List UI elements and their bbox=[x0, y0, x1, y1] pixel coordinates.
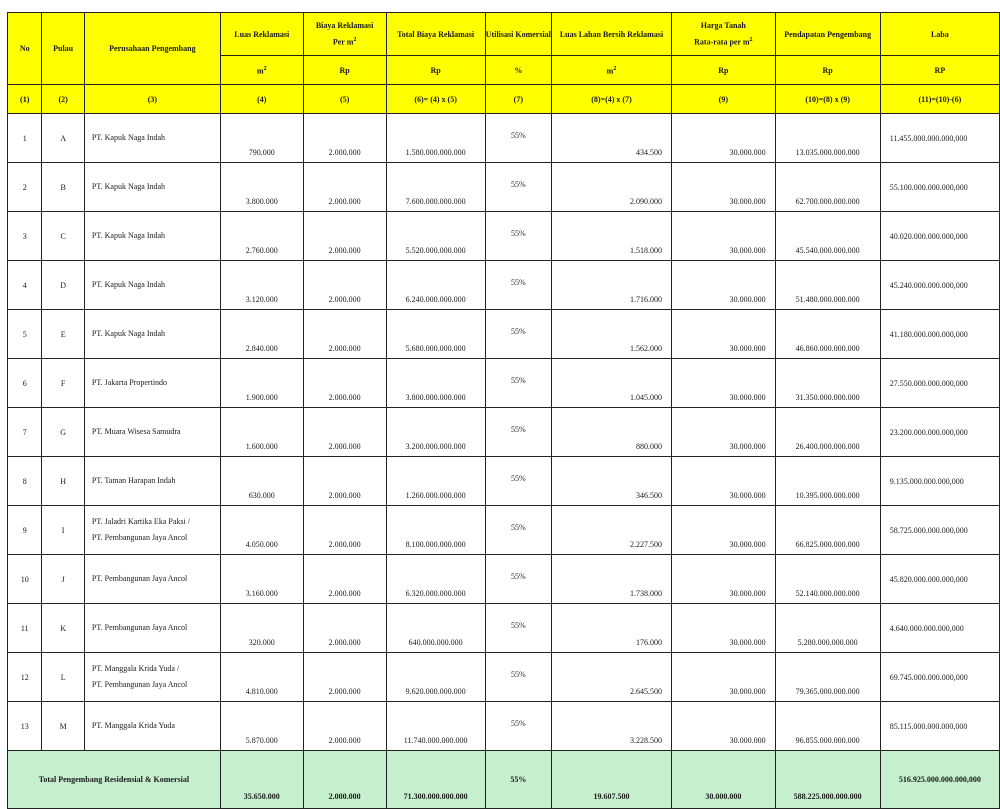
table-total bbox=[8, 751, 1000, 809]
row-pendapatan: 13.035.000.000.000 bbox=[775, 114, 880, 163]
row-luas-lahan: 434.500 bbox=[551, 114, 671, 163]
row-luas: 4.050.000 bbox=[220, 506, 303, 555]
total-label: Total Pengembang Residensial & Komersial bbox=[8, 751, 221, 809]
row-pendapatan: 45.540.000.000.000 bbox=[775, 212, 880, 261]
header-harga bbox=[672, 13, 776, 56]
total-utilisasi: 55% bbox=[485, 751, 551, 809]
row-biaya: 2.000.000 bbox=[303, 261, 386, 310]
row-pendapatan: 31.350.000.000.000 bbox=[775, 359, 880, 408]
row-luas-lahan: 2.645.500 bbox=[551, 653, 671, 702]
header-luas-lahan: Luas Lahan Bersih Reklamasi bbox=[551, 13, 671, 56]
row-utilisasi: 55% bbox=[485, 114, 551, 163]
row-harga: 30.000.000 bbox=[672, 261, 776, 310]
row-harga: 30.000.000 bbox=[672, 604, 776, 653]
row-laba: 40.020.000.000.000,000 bbox=[880, 212, 999, 261]
header-pendapatan: Pendapatan Pengembang bbox=[775, 13, 880, 56]
row-luas: 3.120.000 bbox=[220, 261, 303, 310]
row-harga: 30.000.000 bbox=[672, 114, 776, 163]
table-row bbox=[8, 310, 1000, 359]
row-total-biaya: 640.000.000.000 bbox=[386, 604, 485, 653]
total-pendapatan: 588.225.000.000.000 bbox=[775, 751, 880, 809]
reclamation-table-container bbox=[7, 12, 1000, 809]
col-number: (11)=(10)-(6) bbox=[880, 85, 999, 114]
row-pendapatan: 5.280.000.000.000 bbox=[775, 604, 880, 653]
row-biaya: 2.000.000 bbox=[303, 506, 386, 555]
total-biaya: 2.000.000 bbox=[303, 751, 386, 809]
col-number: (4) bbox=[220, 85, 303, 114]
header-biaya-sup: 2 bbox=[353, 37, 357, 44]
col-number: (5) bbox=[303, 85, 386, 114]
row-company bbox=[84, 163, 220, 212]
row-total-biaya: 11.740.000.000.000 bbox=[386, 702, 485, 751]
company-name-line1: PT. Kapuk Naga Indah bbox=[91, 182, 166, 191]
row-no: 5 bbox=[8, 310, 42, 359]
company-name-line1: PT. Pembangunan Jaya Ancol bbox=[91, 623, 188, 632]
row-laba: 23.200.000.000.000,000 bbox=[880, 408, 999, 457]
row-luas-lahan: 1.738.000 bbox=[551, 555, 671, 604]
row-luas-lahan: 1.716.000 bbox=[551, 261, 671, 310]
row-laba: 58.725.000.000.000,000 bbox=[880, 506, 999, 555]
header-harga-sup: 2 bbox=[749, 37, 753, 44]
company-name-line1: PT. Taman Harapan Indah bbox=[91, 476, 176, 485]
company-name-line2: PT. Pembangunan Jaya Ancol bbox=[91, 533, 188, 542]
row-pendapatan: 10.395.000.000.000 bbox=[775, 457, 880, 506]
row-luas: 2.840.000 bbox=[220, 310, 303, 359]
row-pulau: F bbox=[42, 359, 84, 408]
row-harga: 30.000.000 bbox=[672, 457, 776, 506]
table-header bbox=[8, 13, 1000, 114]
row-laba: 45.820.000.000.000,000 bbox=[880, 555, 999, 604]
row-luas-lahan: 3.228.500 bbox=[551, 702, 671, 751]
row-company bbox=[84, 114, 220, 163]
row-total-biaya: 9.620.000.000.000 bbox=[386, 653, 485, 702]
row-company bbox=[84, 604, 220, 653]
row-no: 3 bbox=[8, 212, 42, 261]
row-laba: 9.135.000.000.000,000 bbox=[880, 457, 999, 506]
header-utilisasi: Utilisasi Komersial bbox=[485, 13, 551, 56]
col-number: (6)= (4) x (5) bbox=[386, 85, 485, 114]
table-row bbox=[8, 457, 1000, 506]
row-laba: 69.745.000.000.000,000 bbox=[880, 653, 999, 702]
company-name-line1: PT. Jakarta Propertindo bbox=[91, 378, 168, 387]
total-total-biaya: 71.300.000.000.000 bbox=[386, 751, 485, 809]
row-no: 13 bbox=[8, 702, 42, 751]
row-biaya: 2.000.000 bbox=[303, 163, 386, 212]
row-luas: 790.000 bbox=[220, 114, 303, 163]
header-perusahaan: Perusahaan Pengembang bbox=[84, 13, 220, 85]
unit-luas bbox=[220, 56, 303, 85]
row-pendapatan: 51.480.000.000.000 bbox=[775, 261, 880, 310]
row-total-biaya: 7.600.000.000.000 bbox=[386, 163, 485, 212]
row-pendapatan: 62.700.000.000.000 bbox=[775, 163, 880, 212]
total-laba: 516.925.000.000.000,000 bbox=[880, 751, 999, 809]
row-pulau: E bbox=[42, 310, 84, 359]
row-biaya: 2.000.000 bbox=[303, 604, 386, 653]
row-total-biaya: 1.260.000.000.000 bbox=[386, 457, 485, 506]
row-pulau: G bbox=[42, 408, 84, 457]
row-company bbox=[84, 653, 220, 702]
row-harga: 30.000.000 bbox=[672, 163, 776, 212]
row-company bbox=[84, 457, 220, 506]
row-utilisasi: 55% bbox=[485, 653, 551, 702]
col-number: (2) bbox=[42, 85, 84, 114]
row-pendapatan: 96.855.000.000.000 bbox=[775, 702, 880, 751]
row-company bbox=[84, 408, 220, 457]
row-total-biaya: 6.320.000.000.000 bbox=[386, 555, 485, 604]
header-row-titles bbox=[8, 13, 1000, 56]
row-luas-lahan: 880.000 bbox=[551, 408, 671, 457]
row-harga: 30.000.000 bbox=[672, 408, 776, 457]
row-luas: 4.810.000 bbox=[220, 653, 303, 702]
row-no: 1 bbox=[8, 114, 42, 163]
row-company bbox=[84, 359, 220, 408]
row-luas-lahan: 2.227.500 bbox=[551, 506, 671, 555]
row-no: 4 bbox=[8, 261, 42, 310]
row-laba: 41.180.000.000.000,000 bbox=[880, 310, 999, 359]
row-harga: 30.000.000 bbox=[672, 310, 776, 359]
row-utilisasi: 55% bbox=[485, 555, 551, 604]
row-luas: 320.000 bbox=[220, 604, 303, 653]
unit-utilisasi: % bbox=[485, 56, 551, 85]
table-row bbox=[8, 261, 1000, 310]
row-luas: 1.600.000 bbox=[220, 408, 303, 457]
row-laba: 4.640.000.000.000,000 bbox=[880, 604, 999, 653]
row-no: 8 bbox=[8, 457, 42, 506]
row-biaya: 2.000.000 bbox=[303, 702, 386, 751]
row-biaya: 2.000.000 bbox=[303, 555, 386, 604]
row-total-biaya: 5.680.000.000.000 bbox=[386, 310, 485, 359]
row-company bbox=[84, 212, 220, 261]
row-luas: 5.870.000 bbox=[220, 702, 303, 751]
row-utilisasi: 55% bbox=[485, 702, 551, 751]
row-luas-lahan: 2.090.000 bbox=[551, 163, 671, 212]
row-pulau: H bbox=[42, 457, 84, 506]
col-number: (10)=(8) x (9) bbox=[775, 85, 880, 114]
table-row bbox=[8, 212, 1000, 261]
header-pulau: Pulau bbox=[42, 13, 84, 85]
company-name-line1: PT. Kapuk Naga Indah bbox=[91, 133, 166, 142]
row-pulau: I bbox=[42, 506, 84, 555]
total-row bbox=[8, 751, 1000, 809]
row-laba: 85.115.000.000.000,000 bbox=[880, 702, 999, 751]
row-utilisasi: 55% bbox=[485, 359, 551, 408]
row-biaya: 2.000.000 bbox=[303, 408, 386, 457]
header-no: No bbox=[8, 13, 42, 85]
row-no: 6 bbox=[8, 359, 42, 408]
company-name-line1: PT. Jaladri Kartika Eka Paksi / bbox=[91, 517, 190, 526]
header-harga-line1: Harga Tanah bbox=[700, 21, 746, 31]
header-harga-line2: Rata-rata per m bbox=[694, 37, 750, 47]
row-luas: 3.800.000 bbox=[220, 163, 303, 212]
unit-total-biaya: Rp bbox=[386, 56, 485, 85]
table-row bbox=[8, 408, 1000, 457]
row-luas-lahan: 1.045.000 bbox=[551, 359, 671, 408]
row-utilisasi: 55% bbox=[485, 163, 551, 212]
row-no: 7 bbox=[8, 408, 42, 457]
table-row bbox=[8, 163, 1000, 212]
row-pendapatan: 52.140.000.000.000 bbox=[775, 555, 880, 604]
row-pendapatan: 26.400.000.000.000 bbox=[775, 408, 880, 457]
row-luas-lahan: 1.562.000 bbox=[551, 310, 671, 359]
unit-luas-lahan bbox=[551, 56, 671, 85]
row-total-biaya: 3.200.000.000.000 bbox=[386, 408, 485, 457]
row-harga: 30.000.000 bbox=[672, 555, 776, 604]
row-pulau: B bbox=[42, 163, 84, 212]
row-no: 10 bbox=[8, 555, 42, 604]
row-luas-lahan: 346.500 bbox=[551, 457, 671, 506]
header-laba: Laba bbox=[880, 13, 999, 56]
unit-biaya: Rp bbox=[303, 56, 386, 85]
col-number: (9) bbox=[672, 85, 776, 114]
row-no: 2 bbox=[8, 163, 42, 212]
unit-luas-lahan-sup: 2 bbox=[613, 65, 617, 72]
company-name-line1: PT. Kapuk Naga Indah bbox=[91, 329, 166, 338]
col-number: (1) bbox=[8, 85, 42, 114]
row-utilisasi: 55% bbox=[485, 310, 551, 359]
row-biaya: 2.000.000 bbox=[303, 310, 386, 359]
row-total-biaya: 6.240.000.000.000 bbox=[386, 261, 485, 310]
company-name-line1: PT. Pembangunan Jaya Ancol bbox=[91, 574, 188, 583]
row-biaya: 2.000.000 bbox=[303, 114, 386, 163]
row-pulau: L bbox=[42, 653, 84, 702]
row-total-biaya: 8.100.000.000.000 bbox=[386, 506, 485, 555]
row-biaya: 2.000.000 bbox=[303, 212, 386, 261]
unit-harga: Rp bbox=[672, 56, 776, 85]
total-luas: 35.650.000 bbox=[220, 751, 303, 809]
row-harga: 30.000.000 bbox=[672, 653, 776, 702]
unit-luas-sup: 2 bbox=[263, 65, 267, 72]
row-total-biaya: 1.580.000.000.000 bbox=[386, 114, 485, 163]
row-utilisasi: 55% bbox=[485, 604, 551, 653]
row-luas: 2.760.000 bbox=[220, 212, 303, 261]
company-name-line1: PT. Manggala Krida Yuda bbox=[91, 721, 175, 730]
row-biaya: 2.000.000 bbox=[303, 457, 386, 506]
row-company bbox=[84, 555, 220, 604]
header-total-biaya: Total Biaya Reklamasi bbox=[386, 13, 485, 56]
unit-laba: RP bbox=[880, 56, 999, 85]
company-name-line1: PT. Kapuk Naga Indah bbox=[91, 231, 166, 240]
row-pulau: M bbox=[42, 702, 84, 751]
row-total-biaya: 3.800.000.000.000 bbox=[386, 359, 485, 408]
row-biaya: 2.000.000 bbox=[303, 653, 386, 702]
row-total-biaya: 5.520.000.000.000 bbox=[386, 212, 485, 261]
table-row bbox=[8, 653, 1000, 702]
row-no: 12 bbox=[8, 653, 42, 702]
table-row bbox=[8, 555, 1000, 604]
table-body bbox=[8, 114, 1000, 751]
table-row bbox=[8, 506, 1000, 555]
row-utilisasi: 55% bbox=[485, 212, 551, 261]
company-name-line2: PT. Pembangunan Jaya Ancol bbox=[91, 680, 188, 689]
table-row bbox=[8, 604, 1000, 653]
unit-pendapatan: Rp bbox=[775, 56, 880, 85]
row-biaya: 2.000.000 bbox=[303, 359, 386, 408]
row-company bbox=[84, 261, 220, 310]
row-utilisasi: 55% bbox=[485, 261, 551, 310]
row-utilisasi: 55% bbox=[485, 408, 551, 457]
row-luas-lahan: 1.518.000 bbox=[551, 212, 671, 261]
row-laba: 27.550.000.000.000,000 bbox=[880, 359, 999, 408]
row-luas: 1.900.000 bbox=[220, 359, 303, 408]
table-row bbox=[8, 114, 1000, 163]
row-pulau: C bbox=[42, 212, 84, 261]
row-company bbox=[84, 702, 220, 751]
col-number: (7) bbox=[485, 85, 551, 114]
row-pendapatan: 46.860.000.000.000 bbox=[775, 310, 880, 359]
row-harga: 30.000.000 bbox=[672, 702, 776, 751]
unit-luas-lahan-base: m bbox=[606, 66, 614, 76]
header-biaya-line2: Per m bbox=[332, 37, 354, 47]
row-luas-lahan: 176.000 bbox=[551, 604, 671, 653]
header-luas: Luas Reklamasi bbox=[220, 13, 303, 56]
header-biaya bbox=[303, 13, 386, 56]
row-utilisasi: 55% bbox=[485, 457, 551, 506]
row-harga: 30.000.000 bbox=[672, 506, 776, 555]
header-row-col-numbers bbox=[8, 85, 1000, 114]
col-number: (8)=(4) x (7) bbox=[551, 85, 671, 114]
header-biaya-line1: Biaya Reklamasi bbox=[315, 21, 374, 31]
company-name-line1: PT. Manggala Krida Yuda / bbox=[91, 664, 180, 673]
row-laba: 55.100.000.000.000,000 bbox=[880, 163, 999, 212]
row-pulau: J bbox=[42, 555, 84, 604]
row-no: 9 bbox=[8, 506, 42, 555]
company-name-line1: PT. Kapuk Naga Indah bbox=[91, 280, 166, 289]
reclamation-table bbox=[7, 12, 1000, 809]
total-harga: 30.000.000 bbox=[672, 751, 776, 809]
row-harga: 30.000.000 bbox=[672, 359, 776, 408]
row-laba: 11.455.000.000.000,000 bbox=[880, 114, 999, 163]
table-row bbox=[8, 702, 1000, 751]
row-pendapatan: 66.825.000.000.000 bbox=[775, 506, 880, 555]
row-utilisasi: 55% bbox=[485, 506, 551, 555]
row-luas: 630.000 bbox=[220, 457, 303, 506]
row-company bbox=[84, 310, 220, 359]
row-laba: 45.240.000.000.000,000 bbox=[880, 261, 999, 310]
unit-luas-base: m bbox=[256, 66, 264, 76]
company-name-line1: PT. Muara Wisesa Samudra bbox=[91, 427, 181, 436]
row-company bbox=[84, 506, 220, 555]
row-pulau: D bbox=[42, 261, 84, 310]
row-pulau: K bbox=[42, 604, 84, 653]
row-pulau: A bbox=[42, 114, 84, 163]
row-luas: 3.160.000 bbox=[220, 555, 303, 604]
table-row bbox=[8, 359, 1000, 408]
total-luas-lahan: 19.607.500 bbox=[551, 751, 671, 809]
col-number: (3) bbox=[84, 85, 220, 114]
row-pendapatan: 79.365.000.000.000 bbox=[775, 653, 880, 702]
row-no: 11 bbox=[8, 604, 42, 653]
row-harga: 30.000.000 bbox=[672, 212, 776, 261]
